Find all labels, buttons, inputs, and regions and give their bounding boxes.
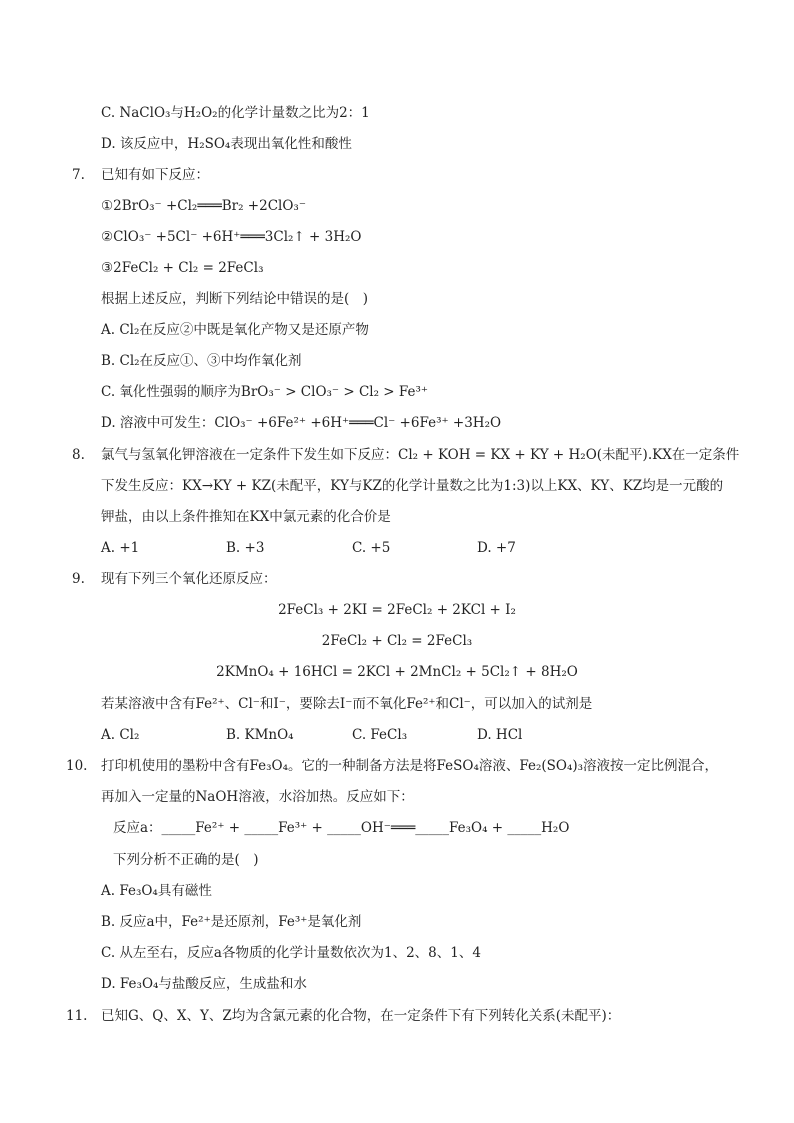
- q9-equation-1: 2FeCl₃ + 2KI = 2FeCl₂ + 2KCl + I₂: [278, 602, 516, 618]
- q8-line-3: 钾盐，由以上条件推知在KX中氯元素的化合价是: [101, 509, 391, 525]
- q10-number: 10.: [66, 758, 88, 774]
- q8-line-2: 下发生反应：KX→KY + KZ(未配平，KY与KZ的化学计量数之比为1:3)以上KX、KY、KZ均是一元酸的: [101, 478, 724, 494]
- q7-question: 根据上述反应，判断下列结论中错误的是( ): [101, 291, 369, 307]
- q10-option-a: A. Fe₃O₄具有磁性: [101, 883, 212, 899]
- q10-option-b: B. 反应a中，Fe²⁺是还原剂，Fe³⁺是氧化剂: [101, 914, 362, 930]
- q11-line-1: 已知G、Q、X、Y、Z均为含氯元素的化合物，在一定条件下有下列转化关系(未配平)：: [101, 1008, 621, 1024]
- q11-number: 11.: [66, 1008, 88, 1024]
- q7-reaction-2: ②ClO₃⁻ +5Cl⁻ +6H⁺═══3Cl₂↑ + 3H₂O: [101, 229, 362, 245]
- q10-option-d: D. Fe₃O₄与盐酸反应，生成盐和水: [101, 976, 307, 992]
- q9-option-b: B. KMnO₄: [226, 727, 294, 743]
- q8-option-b: B. +3: [226, 540, 265, 556]
- q7-option-c: C. 氧化性强弱的顺序为BrO₃⁻ > ClO₃⁻ > Cl₂ > Fe³⁺: [101, 384, 429, 400]
- q8-option-d: D. +7: [477, 540, 516, 556]
- q7-stem: 已知有如下反应：: [101, 167, 209, 183]
- q10-reaction: 反应a：_____Fe²⁺ + _____Fe³⁺ + _____OH⁻═══_____Fe₃O₄ + _____H₂O: [113, 820, 570, 836]
- q7-number: 7.: [72, 167, 85, 183]
- q10-line-1: 打印机使用的墨粉中含有Fe₃O₄。它的一种制备方法是将FeSO₄溶液、Fe₂(SO₄)₃溶液按一定比例混合，: [101, 758, 719, 774]
- q6-option-c: C. NaClO₃与H₂O₂的化学计量数之比为2：1: [101, 105, 370, 121]
- q8-number: 8.: [72, 447, 85, 463]
- q7-reaction-1: ①2BrO₃⁻ +Cl₂═══Br₂ +2ClO₃⁻: [101, 198, 306, 214]
- q9-question: 若某溶液中含有Fe²⁺、Cl⁻和I⁻，要除去I⁻而不氧化Fe²⁺和Cl⁻，可以加入的试剂是: [101, 696, 593, 712]
- q9-option-a: A. Cl₂: [101, 727, 140, 743]
- q6-option-d: D. 该反应中，H₂SO₄表现出氧化性和酸性: [101, 136, 352, 152]
- q9-option-c: C. FeCl₃: [352, 727, 408, 743]
- q9-number: 9.: [72, 571, 85, 587]
- q8-line-1: 氯气与氢氧化钾溶液在一定条件下发生如下反应：Cl₂ + KOH = KX + KY + H₂O(未配平).KX在一定条件: [101, 447, 740, 463]
- q10-question: 下列分析不正确的是( ): [113, 852, 259, 868]
- q8-option-c: C. +5: [352, 540, 391, 556]
- q9-option-d: D. HCl: [477, 727, 523, 743]
- q7-option-d: D. 溶液中可发生：ClO₃⁻ +6Fe²⁺ +6H⁺═══Cl⁻ +6Fe³⁺ +3H₂O: [101, 415, 502, 431]
- q9-equation-2: 2FeCl₂ + Cl₂ = 2FeCl₃: [321, 633, 473, 649]
- q7-option-a: A. Cl₂在反应②中既是氧化产物又是还原产物: [101, 322, 369, 338]
- q10-option-c: C. 从左至右，反应a各物质的化学计量数依次为1、2、8、1、4: [101, 945, 481, 961]
- q10-line-2: 再加入一定量的NaOH溶液，水浴加热。反应如下：: [101, 789, 414, 805]
- q9-equation-3: 2KMnO₄ + 16HCl = 2KCl + 2MnCl₂ + 5Cl₂↑ + 8H₂O: [216, 664, 578, 680]
- q7-reaction-3: ③2FeCl₂ + Cl₂ = 2FeCl₃: [101, 260, 264, 276]
- q9-stem: 现有下列三个氧化还原反应：: [101, 571, 277, 587]
- q7-option-b: B. Cl₂在反应①、③中均作氧化剂: [101, 353, 302, 369]
- q8-option-a: A. +1: [101, 540, 140, 556]
